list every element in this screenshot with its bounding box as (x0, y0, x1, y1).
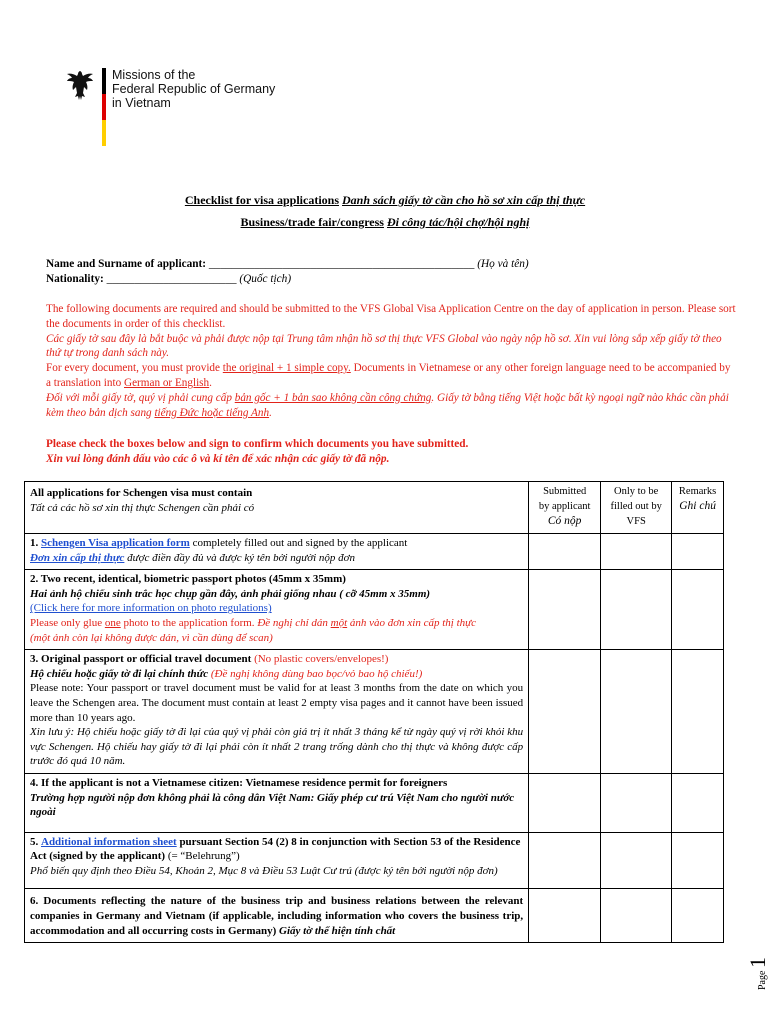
submitted-checkbox-4[interactable] (529, 773, 601, 832)
vfs-cell-2 (601, 570, 672, 650)
remarks-cell-6 (672, 889, 724, 943)
document-title: Checklist for visa applications Danh sách giấy tờ cần cho hồ sơ xin cấp thị thực (184, 193, 586, 207)
page-number: Page 1 (745, 957, 770, 990)
col-submitted: Submitted by applicant Có nộp (529, 482, 601, 534)
name-field[interactable]: Name and Surname of applicant: _______________________________________________ (Họ và tên) (46, 258, 529, 270)
federal-eagle-icon (66, 68, 96, 102)
vfs-cell-4 (601, 773, 672, 832)
vfs-cell-5 (601, 832, 672, 889)
submitted-checkbox-5[interactable] (529, 832, 601, 889)
table-header-row (25, 482, 724, 534)
intro-text: The following documents are required and should be submitted to the VFS Global Visa Application Centre on the day of application in person. Please sort the documents in order of this checklist. Các giấy tờ sau đây là bắt buộc và phải được nộp tại Trung tâm nhận hồ sơ thị thực VFS Global vào ngày nộp hồ sơ. Xin vui lòng sắp xếp giấy tờ theo thứ tự trong danh sách này. For every document, you must provide the original + 1 simple copy. Documents in Vietnamese or any other foreign language need to be accompanied by a translation into German or English. Đối với mỗi giấy tờ, quý vị phải cung cấp bản gốc + 1 bản sao không cần công chứng. Giấy tờ bằng tiếng Việt hoặc bất kỳ ngoại ngữ nào khác cần phải kèm theo bản dịch sang tiếng Đức hoặc tiếng Anh. (46, 303, 736, 419)
table-row: 6. Documents reflecting the nature of the business trip and business relations between the relevant companies in Germany and Vietnam (if applicable, including information who covers the business trip, accommodation and all occurring costs in Germany) Giấy tờ thể hiện tính chất (25, 889, 724, 943)
photo-regulations-link[interactable]: (Click here for more information on photo regulations) (30, 602, 272, 615)
vfs-cell-1 (601, 534, 672, 570)
table-row: 4. If the applicant is not a Vietnamese citizen: Vietnamese residence permit for foreigners Trường hợp người nộp đơn không phải là công dân Việt Nam: Giấy phép cư trú Việt Nam cho người nước ngoài (25, 773, 724, 832)
submitted-checkbox-6[interactable] (529, 889, 601, 943)
document-subtitle: Business/trade fair/congress Đi công tác/hội chợ/hội nghị (240, 215, 530, 229)
org-name: Missions of the Federal Republic of Germany in Vietnam (112, 68, 276, 110)
submitted-checkbox-2[interactable] (529, 570, 601, 650)
check-instructions: Please check the boxes below and sign to confirm which documents you have submitted. Xin vui lòng đánh dấu vào các ô và kí tên để xác nhận các giấy tờ đã nộp. (46, 438, 469, 465)
mission-logo (66, 68, 275, 146)
vfs-cell-3 (601, 650, 672, 774)
table-row: 2. Two recent, identical, biometric passport photos (45mm x 35mm) Hai ảnh hộ chiếu sinh trắc học chụp gần đây, ảnh phải giống nhau ( cỡ 45mm x 35mm) (Click here for more information on photo regulations) Please only glue one photo to the application form. Đề nghị chỉ dán một ảnh vào đơn xin cấp thị thực (một ảnh còn lại không được dán, vì cần dùng để scan) (25, 570, 724, 650)
schengen-form-link[interactable]: Schengen Visa application form (41, 537, 190, 549)
additional-info-sheet-link[interactable]: Additional information sheet (41, 835, 177, 848)
remarks-cell-5 (672, 832, 724, 889)
remarks-cell-3 (672, 650, 724, 774)
table-title: All applications for Schengen visa must contain (30, 487, 253, 499)
checklist-table (24, 481, 724, 943)
remarks-cell-2 (672, 570, 724, 650)
vfs-cell-6 (601, 889, 672, 943)
nationality-field[interactable]: Nationality: _______________________ (Quốc tịch) (46, 273, 292, 285)
table-row: 3. Original passport or official travel document (No plastic covers/envelopes!) Hộ chiếu hoặc giấy tờ đi lại chính thức (Đề nghị không dùng bao bọc/vỏ bao hộ chiếu!) Please note: Your passport or travel document must be valid for at least 3 months from the date on which you leave the Schengen area. The document must contain at least 2 empty visa pages and it cannot have been issued more than 10 years ago. Xin lưu ý: Hộ chiếu hoặc giấy tờ đi lại của quý vị phải còn giá trị ít nhất 3 tháng kể từ ngày quý vị rời khỏi khu vực Schengen. Hộ chiếu hay giấy tờ đi lại phải còn ít nhất 2 trang trống dành cho thị thực và không được cấp trước đó quá 10 năm. (25, 650, 724, 774)
col-vfs: Only to be filled out by VFS (601, 482, 672, 534)
col-remarks: Remarks Ghi chú (672, 482, 724, 534)
submitted-checkbox-1[interactable] (529, 534, 601, 570)
submitted-checkbox-3[interactable] (529, 650, 601, 774)
table-title-vi: Tất cả các hồ sơ xin thị thực Schengen cần phải có (30, 501, 255, 514)
table-row: 1. Schengen Visa application form completely filled out and signed by the applicant Đơn xin cấp thị thực được điền đầy đủ và được ký tên bởi người nộp đơn (25, 534, 724, 570)
german-flag-bar (102, 68, 106, 146)
remarks-cell-4 (672, 773, 724, 832)
applicant-fields (46, 257, 529, 287)
remarks-cell-1 (672, 534, 724, 570)
table-row: 5. Additional information sheet pursuant Section 54 (2) 8 in conjunction with Section 53 of the Residence Act (signed by the applicant) (= “Belehrung”) Phổ biến quy định theo Điều 54, Khoản 2, Mục 8 và Điều 53 Luật Cư trú (được ký tên bởi người nộp đơn) (25, 832, 724, 889)
schengen-form-link-vi[interactable]: Đơn xin cấp thị thực (30, 551, 125, 564)
